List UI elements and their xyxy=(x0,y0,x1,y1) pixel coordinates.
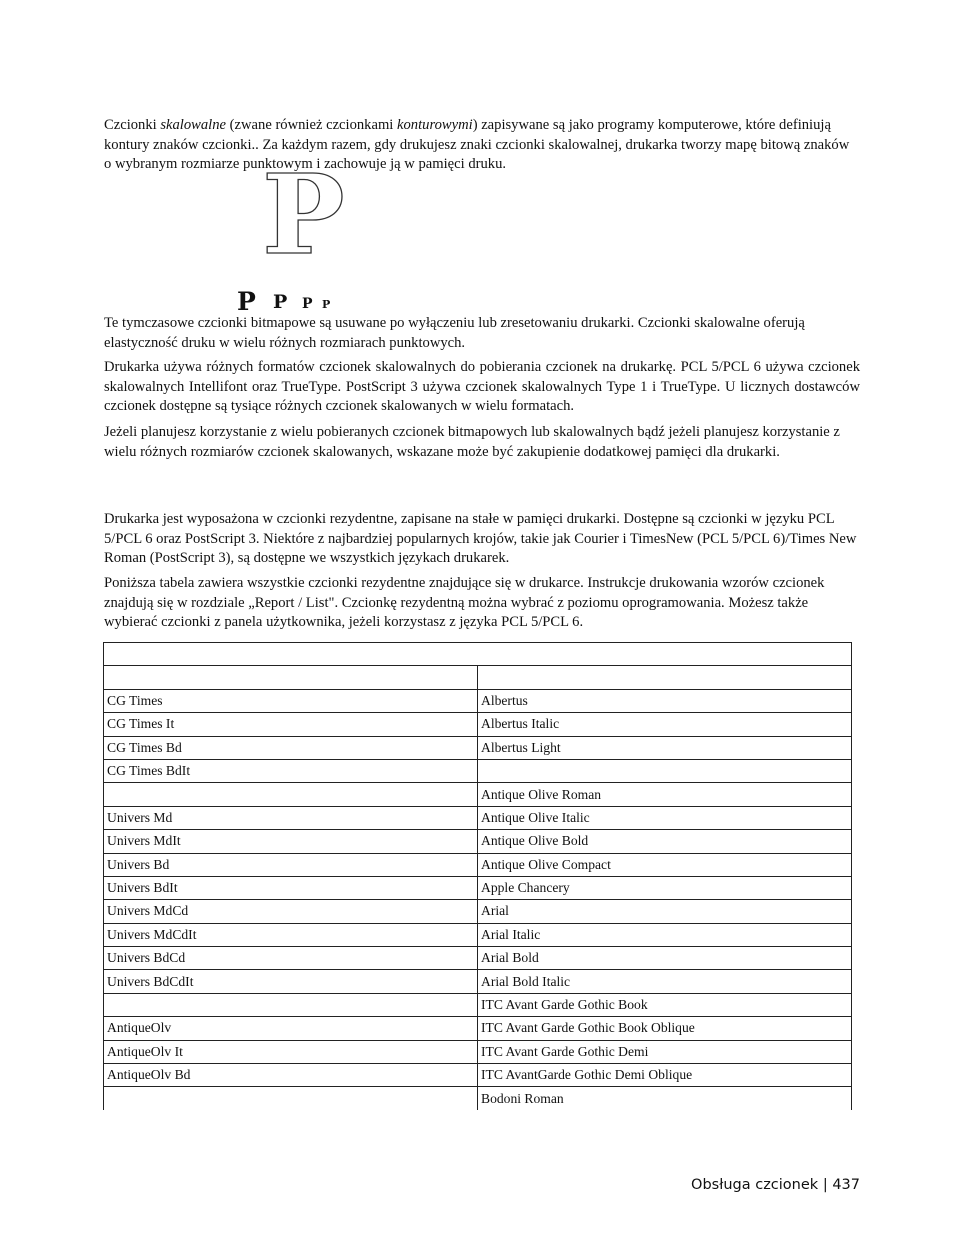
table-cell-left: CG Times It xyxy=(104,713,478,736)
table-cell-left: Univers MdCdIt xyxy=(104,923,478,946)
footer-section-title: Obsługa czcionek xyxy=(691,1177,819,1193)
page-number: 437 xyxy=(832,1177,860,1193)
table-cell-right: ITC AvantGarde Gothic Demi Oblique xyxy=(478,1064,852,1087)
table-row xyxy=(104,783,852,806)
table-cell-left: Univers Md xyxy=(104,806,478,829)
table-row xyxy=(104,1087,852,1110)
table-cell-right: ITC Avant Garde Gothic Book Oblique xyxy=(478,1017,852,1040)
bitmap-letter-4: P xyxy=(322,298,331,311)
table-cell-left: AntiqueOlv xyxy=(104,1017,478,1040)
scalable-formats-paragraph: Drukarka używa różnych formatów czcionek skalowalnych do pobierania czcionek na drukarkę. PCL 5/PCL 6 używa czcionek skalowalnych Intellifont oraz TrueType. PostScript 3 używa czcionek skalowalnych Type 1 i TrueType. U licznych dostawców czcionek dostępne są tysiące różnych czcionek skalowanych w wielu formatach. xyxy=(104,359,860,414)
table-cell-right: Antique Olive Roman xyxy=(478,783,852,806)
table-cell-right: ITC Avant Garde Gothic Demi xyxy=(478,1040,852,1063)
page-footer xyxy=(691,1177,860,1193)
table-row xyxy=(104,923,852,946)
intro-emphasis-outline: konturowymi xyxy=(397,117,473,133)
resident-fonts-table xyxy=(103,642,852,1110)
table-cell-right: Arial Bold Italic xyxy=(478,970,852,993)
table-cell-left xyxy=(104,1087,478,1110)
table-cell-right: Albertus Light xyxy=(478,736,852,759)
table-cell-left: Univers MdIt xyxy=(104,830,478,853)
table-row xyxy=(104,1064,852,1087)
table-row xyxy=(104,759,852,782)
table-row xyxy=(104,876,852,899)
memory-advice-paragraph: Jeżeli planujesz korzystanie z wielu pobieranych czcionek bitmapowych lub skalowalnych bądź jeżeli planujesz korzystanie z wielu różnych rozmiarów czcionek skalowanych, wskazane może być zakupienie dodatkowej pamięci dla drukarki. xyxy=(104,424,840,460)
table-title-row xyxy=(104,643,852,666)
table-cell-right: Antique Olive Italic xyxy=(478,806,852,829)
table-row xyxy=(104,713,852,736)
table-cell-left: AntiqueOlv It xyxy=(104,1040,478,1063)
table-cell-right: Bodoni Roman xyxy=(478,1087,852,1110)
table-cell-right: Antique Olive Compact xyxy=(478,853,852,876)
table-cell-left: CG Times Bd xyxy=(104,736,478,759)
font-table-intro-paragraph: Poniższa tabela zawiera wszystkie czcionki rezydentne znajdujące się w drukarce. Instrukcje drukowania wzorów czcionek znajdują się w rozdziale „Report / List". Czcionkę rezydentną można wybrać z poziomu oprogramowania. Możesz także wybierać czcionki z panela użytkownika, jeżeli korzystasz z języka PCL 5/PCL 6. xyxy=(104,575,825,630)
intro-paragraph xyxy=(104,116,860,175)
table-cell-right: Apple Chancery xyxy=(478,876,852,899)
table-row xyxy=(104,993,852,1016)
table-row xyxy=(104,830,852,853)
table-header-cell-other xyxy=(478,666,852,689)
bitmap-letter-3: P xyxy=(302,296,313,312)
table-cell-right: Albertus xyxy=(478,689,852,712)
resident-fonts-paragraph: Drukarka jest wyposażona w czcionki rezydentne, zapisane na stałe w pamięci drukarki. Dostępne są czcionki w języku PCL 5/PCL 6 oraz PostScript 3. Niektóre z najbardziej popularnych krojów, takie jak Courier i TimesNew (PCL 5/PCL 6)/Times New Roman (PostScript 3), są dostępne we wszystkich językach drukarek. xyxy=(104,511,857,566)
table-row xyxy=(104,970,852,993)
bitmap-letter-2: P xyxy=(273,291,288,313)
table-row xyxy=(104,947,852,970)
table-cell-left xyxy=(104,783,478,806)
table-cell-right xyxy=(478,759,852,782)
table-cell-left xyxy=(104,993,478,1016)
table-cell-left: AntiqueOlv Bd xyxy=(104,1064,478,1087)
table-cell-right: Antique Olive Bold xyxy=(478,830,852,853)
table-cell-left: CG Times xyxy=(104,689,478,712)
table-cell-left: Univers Bd xyxy=(104,853,478,876)
table-header-cell-pcl xyxy=(104,666,478,689)
footer-separator: | xyxy=(822,1177,828,1193)
table-cell-left: CG Times BdIt xyxy=(104,759,478,782)
bitmap-letter-1: P xyxy=(237,287,256,316)
table-cell-right: ITC Avant Garde Gothic Book xyxy=(478,993,852,1016)
table-cell-left: Univers BdIt xyxy=(104,876,478,899)
table-row xyxy=(104,900,852,923)
table-cell-right: Arial Italic xyxy=(478,923,852,946)
table-row xyxy=(104,1040,852,1063)
table-cell-left: Univers BdCd xyxy=(104,947,478,970)
table-header-row xyxy=(104,666,852,689)
table-row xyxy=(104,689,852,712)
intro-text-start: Czcionki xyxy=(104,117,161,133)
bitmap-removal-paragraph: Te tymczasowe czcionki bitmapowe są usuwane po wyłączeniu lub zresetowaniu drukarki. Czcionki skalowalne oferują elastyczność druku w wielu różnych rozmiarach punktowych. xyxy=(104,315,805,351)
table-cell-right: Albertus Italic xyxy=(478,713,852,736)
intro-text-end: ) zapisywane są jako programy komputerowe, które definiują kontury znaków czcionki.. Za każdym razem, gdy drukujesz znaki czcionki skalowalnej, drukarka tworzy mapę bitową znaków o wybranym rozmiarze punktowym i zachowuje ją w pamięci druku. xyxy=(104,117,850,172)
table-cell-right: Arial xyxy=(478,900,852,923)
intro-text-middle: (zwane również czcionkami xyxy=(226,117,398,133)
table-cell-left: Univers BdCdIt xyxy=(104,970,478,993)
intro-emphasis-scalable: skalowalne xyxy=(160,117,227,133)
table-title-cell xyxy=(104,643,852,666)
table-row xyxy=(104,806,852,829)
table-cell-right: Arial Bold xyxy=(478,947,852,970)
table-row xyxy=(104,736,852,759)
table-row xyxy=(104,853,852,876)
outline-letter-large: P xyxy=(262,150,345,279)
table-cell-left: Univers MdCd xyxy=(104,900,478,923)
table-row xyxy=(104,1017,852,1040)
